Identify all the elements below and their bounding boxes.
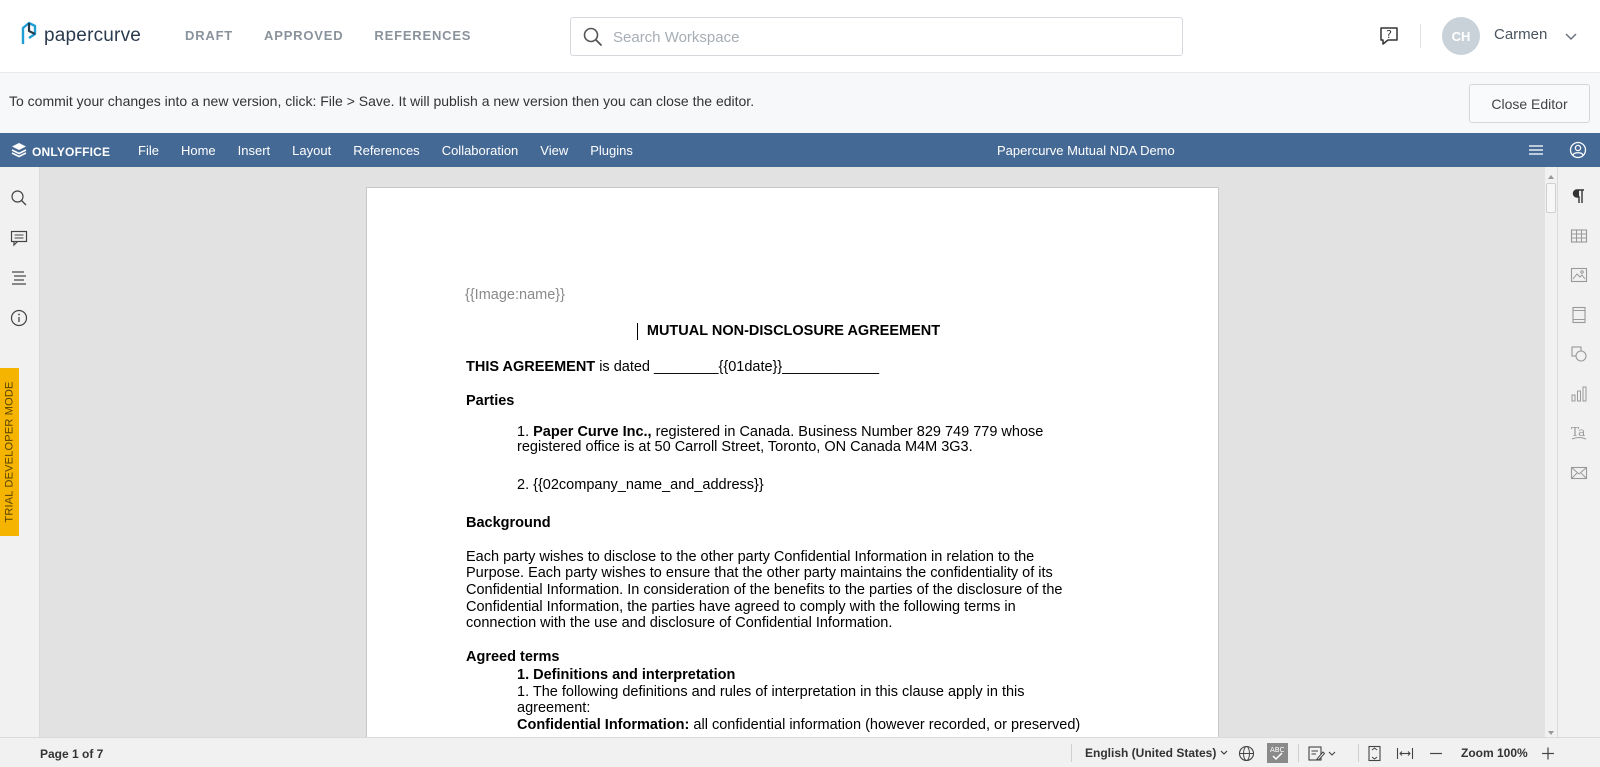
status-divider: [1071, 744, 1072, 762]
zoom-in-icon[interactable]: [1540, 745, 1556, 765]
mail-merge-icon[interactable]: [1570, 464, 1588, 487]
menu-file[interactable]: File: [138, 143, 159, 158]
nav-draft[interactable]: DRAFT: [185, 28, 234, 43]
main-nav: [185, 28, 471, 43]
svg-text:Ta: Ta: [1571, 425, 1586, 439]
document-canvas[interactable]: [40, 167, 1545, 737]
menu-references[interactable]: References: [353, 143, 420, 158]
table-settings-icon[interactable]: [1570, 227, 1588, 250]
party-1-line-1-rest: registered in Canada. Business Number 829 749 779 whose: [651, 424, 1044, 440]
papercurve-logo[interactable]: [20, 20, 141, 51]
navigation-icon[interactable]: [10, 269, 28, 292]
party-1-line-2: registered office is at 50 Carroll Street, Toronto, ON Canada M4M 3G3.: [517, 439, 973, 455]
nav-references[interactable]: REFERENCES: [374, 28, 472, 43]
header-divider: [1420, 24, 1421, 48]
spell-check-icon[interactable]: [1267, 743, 1288, 766]
background-line: connection with the use and disclosure of Confidential Information.: [466, 615, 893, 631]
background-line: Purpose. Each party wishes to ensure that the other party maintains the confidentiality of its: [466, 565, 1053, 581]
menu-collaboration[interactable]: Collaboration: [441, 143, 519, 158]
image-settings-icon[interactable]: [1570, 266, 1588, 289]
shape-settings-icon[interactable]: [1570, 345, 1588, 368]
trial-mode-label: TRIAL DEVELOPER MODE: [3, 381, 16, 523]
document-heading: [367, 323, 1220, 340]
logo-text: papercurve: [44, 24, 142, 46]
globe-icon[interactable]: [1238, 745, 1255, 765]
menu-layout[interactable]: Layout: [292, 143, 332, 158]
workspace-search: [570, 17, 1183, 56]
party-1-name: Paper Curve Inc.,: [533, 424, 652, 440]
status-bar: [0, 737, 1600, 767]
agreed-terms-heading-text: Agreed terms: [466, 649, 560, 665]
language-label: English (United States): [1085, 746, 1217, 760]
chevron-down-icon[interactable]: [1564, 29, 1578, 47]
menu-view[interactable]: View: [540, 143, 569, 158]
search-icon[interactable]: [10, 189, 28, 212]
background-heading-text: Background: [466, 515, 551, 531]
avatar[interactable]: CH: [1442, 17, 1480, 55]
chevron-down-icon: [1220, 750, 1228, 756]
party-2: 2. {{02company_name_and_address}}: [517, 477, 764, 493]
text-art-settings-icon[interactable]: [1570, 424, 1588, 447]
close-editor-button[interactable]: Close Editor: [1469, 84, 1590, 123]
right-panel: [1557, 167, 1600, 737]
confidential-information-term: Confidential Information:: [517, 717, 690, 733]
scroll-up-arrow-icon[interactable]: [1546, 169, 1556, 179]
app-header: [0, 0, 1600, 73]
svg-text:ABC: ABC: [1270, 746, 1285, 754]
onlyoffice-logo-icon: [11, 142, 27, 161]
document-page[interactable]: [366, 187, 1219, 737]
fit-to-width-icon[interactable]: [1396, 745, 1414, 765]
definitions-heading-text: 1. Definitions and interpretation: [517, 667, 736, 683]
agreement-label: THIS AGREEMENT: [466, 359, 596, 375]
svg-text:?: ?: [1386, 28, 1392, 41]
page-counter[interactable]: Page 1 of 7: [40, 747, 104, 761]
trial-developer-mode-badge: [0, 368, 19, 536]
status-divider: [1298, 744, 1299, 762]
document-heading-text: MUTUAL NON-DISCLOSURE AGREEMENT: [646, 323, 941, 339]
document-title: Papercurve Mutual NDA Demo: [997, 143, 1175, 158]
help-icon[interactable]: [1377, 24, 1401, 53]
track-changes-icon[interactable]: [1308, 745, 1336, 765]
parties-heading: [466, 393, 514, 410]
scroll-down-arrow-icon[interactable]: [1546, 725, 1556, 735]
vertical-scrollbar[interactable]: [1545, 167, 1557, 737]
user-name[interactable]: Carmen: [1494, 26, 1548, 43]
agreement-date-line: [466, 359, 879, 376]
user-circle-icon[interactable]: [1569, 141, 1587, 164]
info-bar: [0, 73, 1600, 133]
zoom-level[interactable]: Zoom 100%: [1461, 746, 1528, 760]
agreed-terms-heading: [466, 649, 559, 666]
info-icon[interactable]: [10, 309, 28, 332]
scrollbar-thumb[interactable]: [1546, 183, 1556, 213]
definitions-line-2: agreement:: [517, 700, 591, 716]
nav-approved[interactable]: APPROVED: [264, 28, 344, 43]
confidential-information-line: [517, 717, 1108, 734]
background-heading: [466, 515, 551, 532]
text-cursor: [637, 323, 638, 340]
parties-heading-text: Parties: [466, 393, 515, 409]
agreement-date-text: is dated ________{{01date}}____________: [595, 359, 880, 375]
fit-to-page-icon[interactable]: [1366, 745, 1383, 765]
comments-icon[interactable]: [10, 229, 28, 252]
zoom-out-icon[interactable]: [1428, 745, 1444, 765]
papercurve-logo-icon: [20, 20, 38, 51]
definitions-heading: [517, 667, 735, 684]
hamburger-menu-icon[interactable]: [1528, 143, 1544, 162]
search-icon: [583, 27, 603, 52]
image-placeholder: {{Image:name}}: [465, 287, 565, 303]
menu-home[interactable]: Home: [180, 143, 216, 158]
paragraph-settings-icon[interactable]: [1570, 187, 1588, 210]
menu-plugins[interactable]: Plugins: [590, 143, 633, 158]
search-input[interactable]: [613, 26, 1173, 48]
background-line: Confidential Information, the parties have agreed to comply with the following terms in: [466, 599, 1016, 615]
language-selector[interactable]: [1085, 746, 1228, 760]
menu-insert[interactable]: Insert: [237, 143, 271, 158]
background-line: Each party wishes to disclose to the other party Confidential Information in relation to the: [466, 549, 1035, 565]
definitions-line-1: 1. The following definitions and rules of interpretation in this clause apply in this: [517, 684, 1025, 700]
header-footer-settings-icon[interactable]: [1570, 306, 1588, 329]
editor-menu: [138, 143, 655, 158]
background-line: Confidential Information. In consideration of the benefits to the parties of the disclosure of the: [466, 582, 1063, 598]
confidential-information-text: all confidential information (however recorded, or preserved): [689, 717, 1081, 733]
status-divider: [1358, 744, 1359, 762]
party-1-number: 1.: [517, 424, 534, 440]
onlyoffice-logo: [11, 142, 110, 161]
editor-header: [0, 133, 1600, 167]
chart-settings-icon[interactable]: [1570, 385, 1588, 408]
onlyoffice-brand-text: ONLYOFFICE: [32, 144, 111, 159]
commit-instructions: To commit your changes into a new version, click: File > Save. It will publish a new version then you can close the editor.: [9, 93, 755, 109]
